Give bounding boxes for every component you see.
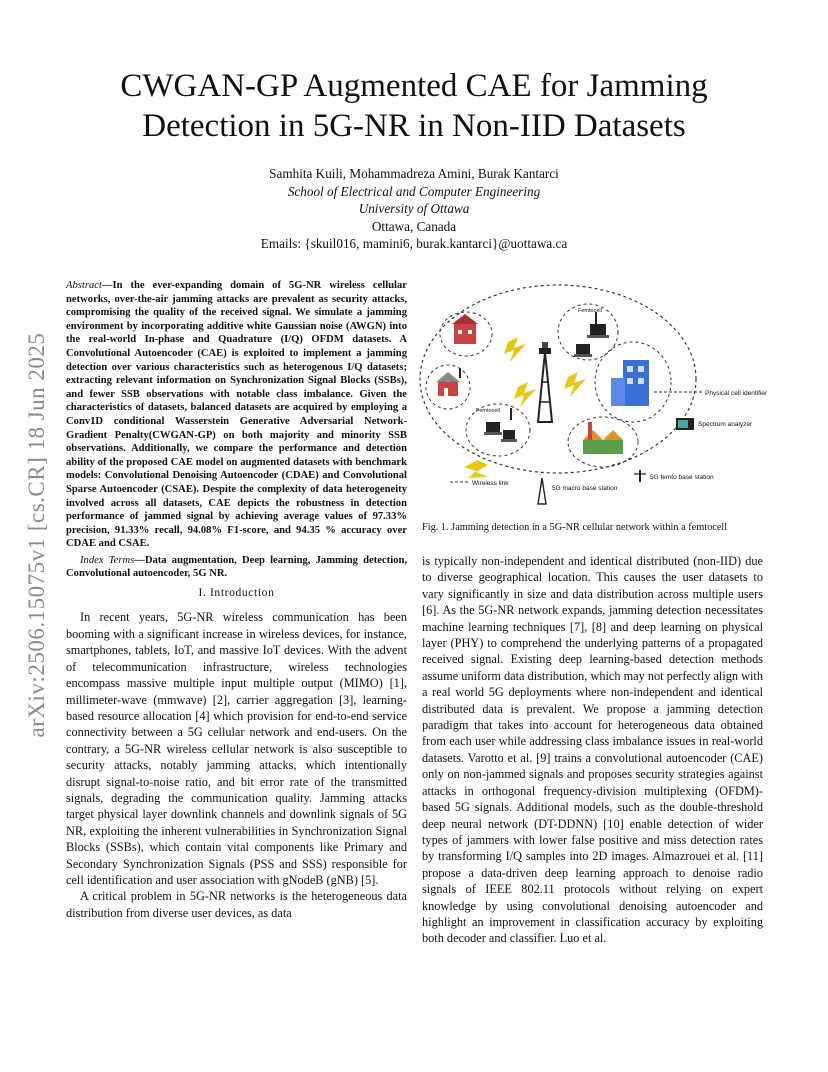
- index-terms: [66, 554, 407, 581]
- title-line-1: CWGAN-GP Augmented CAE for Jamming: [120, 68, 708, 104]
- label-femtocell-left: Femtocell: [476, 408, 500, 414]
- section-heading-introduction: I. Introduction: [198, 586, 275, 600]
- right-column: [422, 553, 763, 947]
- intro-paragraph-1: In recent years, 5G-NR wireless communication has been booming with a significant increase in wireless devices, for instance, smartphones, tablets, IoT, and massive IoT devices. With the advent of telecommunication infrastructure, wireless technologies encompass massive multiple input multiple output (MIMO) [1], millimeter-wave (mmwave) [2], carrier aggregation [3], learning-based resource allocation [4] which provision for end-to-end service connectivity between a 5G cellular network and end-users. On the contrary, a 5G-NR wireless cellular network is also susceptible to security attacks, notably jamming attacks, which intentionally disrupt signal-to-noise ratio, and bit error rate of the transmitted signals, degrading the communication quality. Jamming attacks target physical layer downlink channels and downlink signals of 5G NR, exploiting the inherent vulnerabilities in Synchronization Signal Blocks (SSBs), which contain vital components like Primary and Secondary Synchronization Signals (PSS and SSS) responsible for cell identification and user association with gNodeB (gNB) [5].: [66, 610, 407, 887]
- affiliation-school: School of Electrical and Computer Engineering: [287, 183, 541, 199]
- label-spectrum-analyzer: Spectrum analyzer: [698, 421, 753, 428]
- affiliation-university: University of Ottawa: [358, 201, 470, 216]
- paper-title: [60, 66, 768, 146]
- figure-1: [418, 282, 774, 512]
- affiliation-location: Ottawa, Canada: [371, 218, 457, 234]
- macro-base-station-legend-icon: [538, 478, 546, 504]
- author-emails: Emails: {skuil016, mamini6, burak.kantarci}@uottawa.ca: [260, 236, 568, 251]
- arxiv-identifier: arXiv:2506.15075v1 [cs.CR] 18 Jun 2025: [24, 332, 49, 738]
- title-line-2: Detection in 5G-NR in Non-IID Datasets: [142, 108, 686, 144]
- abstract-text: —In the ever-expanding domain of 5G-NR wireless cellular networks, over-the-air jamming attacks are prevalent as security attacks, compromising the quality of the received signal. We simulate a jamming environment by incorporating additive white Gaussian noise (AWGN) into the real-world In-phase and Quadrature (I/Q) OFDM datasets. A Convolutional Autoencoder (CAE) is exploited to implement a jamming detection over various characteristics such as heterogenous I/Q datasets; extracting relevant information on Synchronization Signal Blocks (SSBs), and fewer SSB observations with notable class imbalance. Given the characteristics of datasets, balanced datasets are acquired by employing a Conv1D conditional Wasserstein Generative Adversarial Network-Gradient Penalty(CWGAN-GP) on both majority and minority SSB observations. Additionally, we compare the performance and detection ability of the proposed CAE model on augmented datasets with benchmark models: Convolutional Denoising Autoencoder (CDAE) and Convolutional Sparse Autoencoder (CSAE). Despite the complexity of data heterogeneity involved across all datasets, CAE depicts the robustness in detection performance of jammed signal by achieving average values of 97.33% precision, 91.33% recall, 94.08% F1-score, and 94.35 % accuracy over CDAE and CSAE.: [66, 280, 407, 550]
- network-diagram: [418, 282, 774, 512]
- left-column: [66, 279, 407, 921]
- label-femtocell-top: Femtocell: [578, 308, 602, 314]
- arxiv-sidebar: [22, 300, 52, 770]
- author-block: [100, 165, 728, 253]
- figure-1-caption: Fig. 1. Jamming detection in a 5G-NR cellular network within a femtocell: [422, 522, 728, 533]
- factory-icon: [583, 422, 623, 454]
- macro-cell-boundary: [420, 285, 696, 473]
- intro-paragraph-2-continued: is typically non-independent and identical distributed (non-IID) due to diverse geographical location. This causes the user datasets to vary significantly in size and data distribution across multiple users [6]. As the 5G-NR network expands, jamming detection necessitates machine learning techniques [7], [8] and deep learning on physical layer (PHY) to comprehend the underlying patterns of a propagated received signal. Existing deep learning-based detection methods assume uniform data distribution, which may not perfectly align with a real world 5G deployments where non-independent and identical distributed data is prevalent. We propose a jamming detection paradigm that takes into account for heterogeneous data obtained from each user while addressing class imbalance issues in real-world datasets. Varotto et al. [9] trains a convolutional autoencoder (CAE) only on non-jammed signals and proposes security strategies against attacks in orthogonal frequency-division multiplexing (OFDM)-based 5G signals. Additional models, such as the double-threshold deep neural network (DT-DDNN) [10] enable detection of wider types of jammers with lower false positive and miss detection rates by transforming I/Q samples into 2D images. Almazrouei et al. [11] propose a data-driven deep learning approach to denoise radio signals of IEEE 802.11 protocols without relying on expert knowledge by using convolutional denoising autoencoder and highlight an improvement in classification accuracy by exploiting both decoder and classifier. Luo et al.: [422, 554, 763, 946]
- femto-antenna-icon: [460, 312, 596, 420]
- femto-base-station-icon: [634, 470, 646, 482]
- author-names: Samhita Kuili, Mohammadreza Amini, Burak Kantarci: [269, 166, 559, 181]
- label-femto-base-station: 5G femto base station: [650, 474, 714, 481]
- label-macro-base-station: 5G macro base station: [552, 485, 618, 492]
- label-physical-cell-identifier: Physical cell identifier: [705, 390, 768, 397]
- intro-paragraph-2-start: A critical problem in 5G-NR networks is the heterogeneous data distribution from diverse user devices, as data: [66, 889, 407, 920]
- index-terms-text: —Data augmentation, Deep learning, Jamming detection, Convolutional autoencoder, 5G NR.: [66, 554, 407, 580]
- macro-tower-icon: [538, 342, 552, 422]
- abstract: [66, 279, 407, 551]
- abstract-label: Abstract: [66, 280, 102, 291]
- building-red-icon: [452, 314, 478, 344]
- spectrum-analyzer-icon: [676, 418, 694, 430]
- index-terms-label: Index Terms: [80, 554, 135, 566]
- house-icon: [436, 372, 460, 396]
- label-wireless-link: Wireless link: [472, 480, 509, 487]
- building-blue-icon: [611, 360, 649, 406]
